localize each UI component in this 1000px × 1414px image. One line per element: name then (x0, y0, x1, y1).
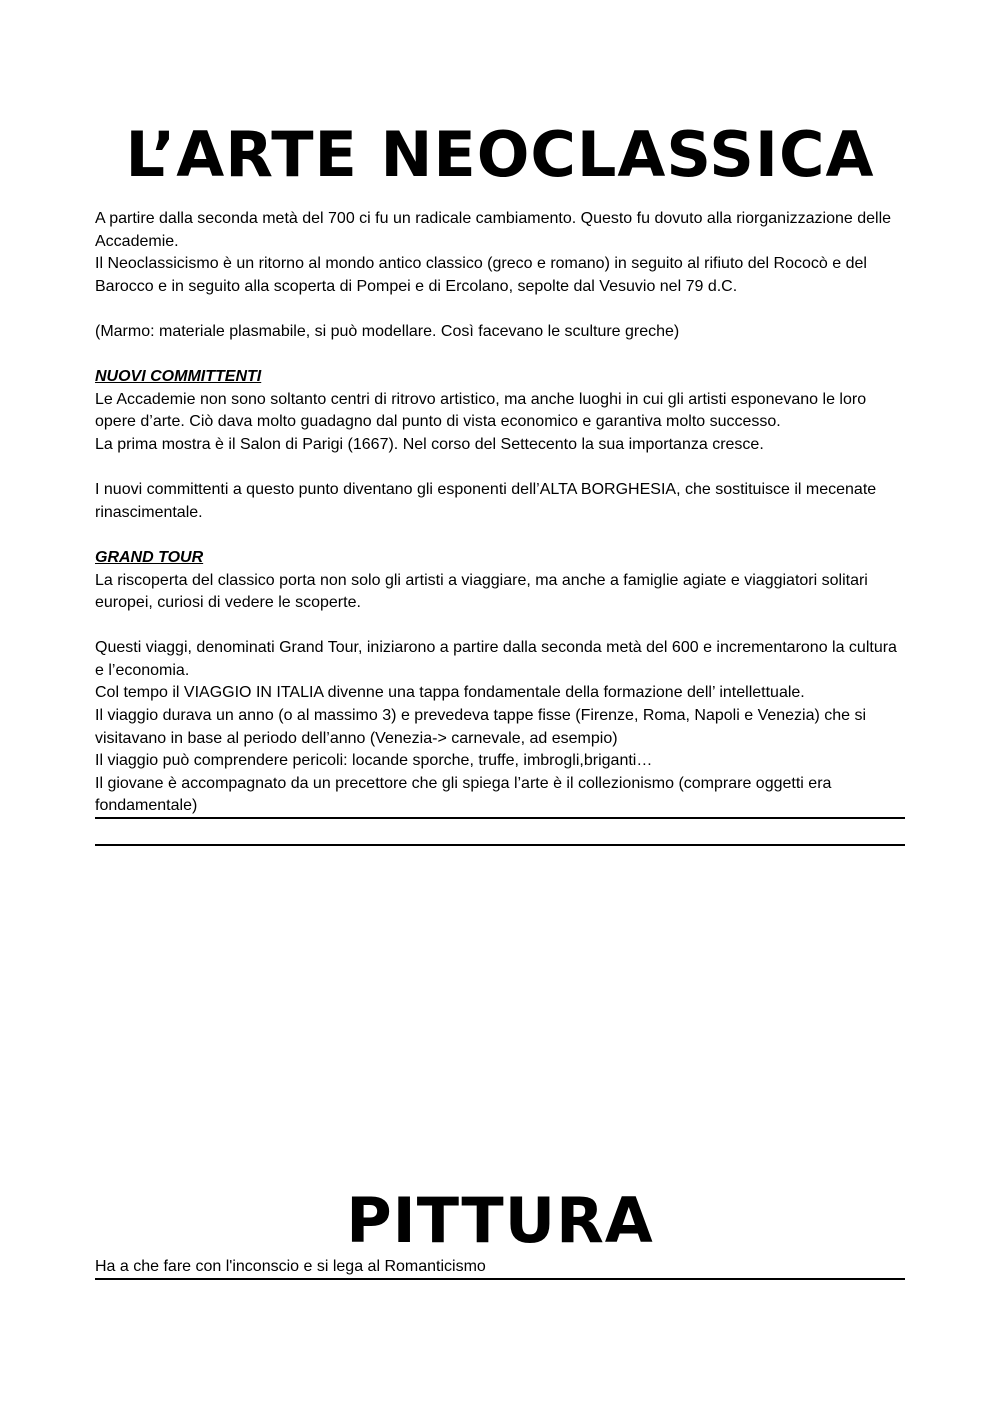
pittura-paragraph: Ha a che fare con l'inconscio e si lega al Romanticismo (95, 1258, 486, 1275)
section-heading-grand-tour: GRAND TOUR (95, 548, 204, 566)
section-paragraph: Col tempo il VIAGGIO IN ITALIA divenne una tappa fondamentale della formazione dell’ intellettuale. (95, 684, 805, 702)
section-title-pittura: PITTURA (346, 1184, 654, 1257)
divider-line (95, 844, 905, 846)
section-paragraph: Questi viaggi, denominati Grand Tour, iniziarono a partire dalla seconda metà del 600 e incrementarono la cultura e l’economia. (95, 639, 897, 679)
marmo-note: (Marmo: materiale plasmabile, si può modellare. Così facevano le sculture greche) (95, 322, 680, 340)
page-title: L’ARTE NEOCLASSICA (125, 118, 875, 191)
main-text-block (95, 208, 907, 818)
divider-line (95, 817, 905, 819)
section-paragraph: I nuovi committenti a questo punto diventano gli esponenti dell’ALTA BORGHESIA, che sostituisce il mecenate rinascimentale. (95, 481, 877, 521)
section-paragraph: La riscoperta del classico porta non solo gli artisti a viaggiare, ma anche a famiglie agiate e viaggiatori solitari europei, curiosi di vedere le scoperte. (95, 571, 868, 612)
section-paragraph: Il giovane è accompagnato da un precettore che gli spiega l’arte è il collezionismo (comprare oggetti era fondamentale) (95, 774, 832, 815)
intro-paragraph: Il Neoclassicismo è un ritorno al mondo antico classico (greco e romano) in seguito al rifiuto del Rococò e del Barocco e in seguito alla scoperta di Pompei e di Ercolano, sepolte dal Vesuvio nel 79 d.C. (95, 255, 867, 295)
section-paragraph: La prima mostra è il Salon di Parigi (1667). Nel corso del Settecento la sua importanza cresce. (95, 435, 764, 453)
intro-paragraph: A partire dalla seconda metà del 700 ci fu un radicale cambiamento. Questo fu dovuto alla riorganizzazione delle Accademie. (95, 210, 892, 250)
divider-line (95, 1278, 905, 1280)
section-paragraph: Le Accademie non sono soltanto centri di ritrovo artistico, ma anche luoghi in cui gli artisti esponevano le loro opere d’arte. Ciò dava molto guadagno dal punto di vista economico e garantiva molto successo. (95, 390, 867, 431)
section-heading-nuovi-committenti: NUOVI COMMITTENTI (95, 368, 262, 386)
pittura-text-block (95, 1256, 907, 1279)
section-paragraph: Il viaggio durava un anno (o al massimo 3) e prevedeva tappe fisse (Firenze, Roma, Napoli e Venezia) che si visitavano in base al periodo dell’anno (Venezia-> carnevale, ad esempio) (95, 707, 867, 747)
section-paragraph: Il viaggio può comprendere pericoli: locande sporche, truffe, imbrogli,briganti… (95, 752, 653, 770)
